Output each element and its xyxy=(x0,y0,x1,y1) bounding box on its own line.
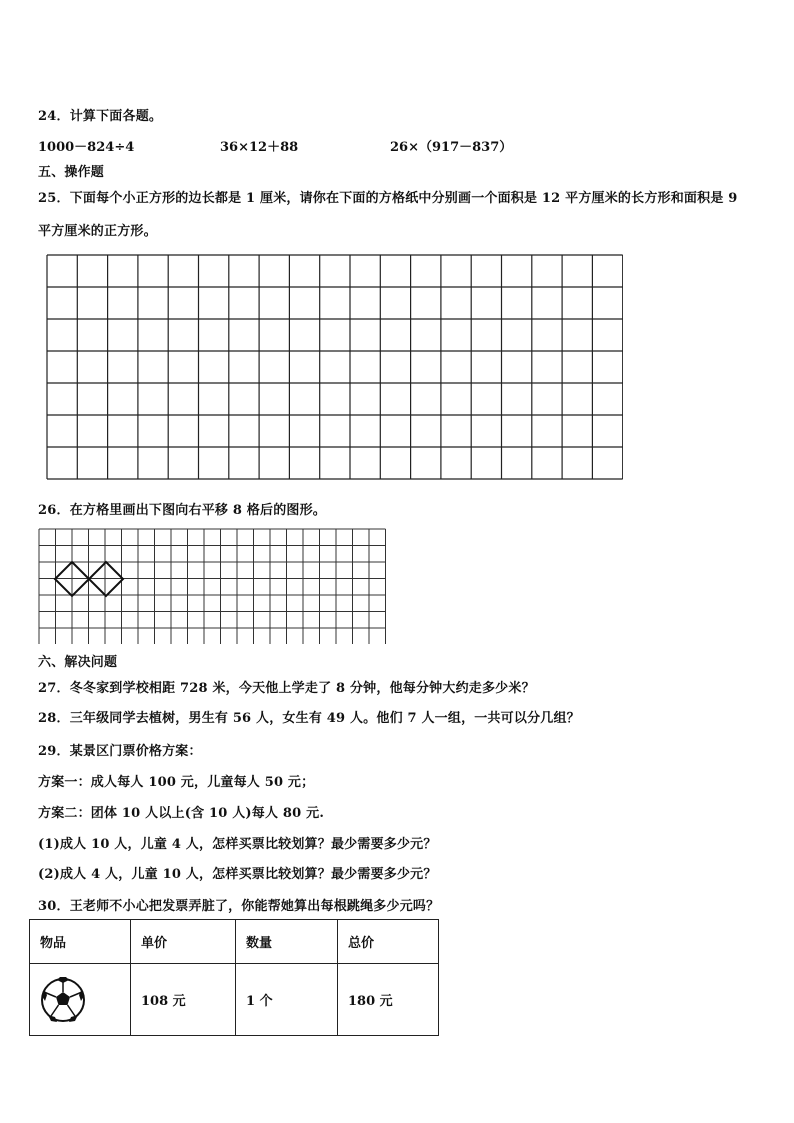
unit-price-cell: 108 元 xyxy=(131,964,236,1036)
section-6-heading: 六、解决问题 xyxy=(38,655,118,670)
q24-expression-2: 36×12＋88 xyxy=(220,140,299,155)
q24-title: 24．计算下面各题。 xyxy=(38,109,163,124)
invoice-header-row xyxy=(30,920,439,964)
q29-plan-1: 方案一：成人每人 100 元，儿童每人 50 元； xyxy=(38,775,315,790)
q25-text-line-1: 25．下面每个小正方形的边长都是 1 厘米，请你在下面的方格纸中分别画一个面积是 12 平方厘米的长方形和面积是 9 xyxy=(38,191,738,206)
total-cell: 180 元 xyxy=(338,964,439,1036)
invoice-data-row xyxy=(30,964,439,1036)
q24-expression-3: 26×（917－837） xyxy=(390,140,513,155)
q24-expression-1: 1000－824÷4 xyxy=(38,140,135,155)
q29-sub-question-1: (1)成人 10 人，儿童 4 人，怎样买票比较划算？最少需要多少元？ xyxy=(38,837,437,852)
q27-text: 27．冬冬家到学校相距 728 米，今天他上学走了 8 分钟，他每分钟大约走多少米？ xyxy=(38,681,535,696)
q25-square-grid[interactable] xyxy=(46,254,623,480)
q29-sub-question-2: (2)成人 4 人，儿童 10 人，怎样买票比较划算？最少需要多少元？ xyxy=(38,867,437,882)
q26-title: 26．在方格里画出下图向右平移 8 格后的图形。 xyxy=(38,503,326,518)
header-total: 总价 xyxy=(338,920,439,964)
q28-text: 28．三年级同学去植树，男生有 56 人，女生有 49 人。他们 7 人一组，一共可以分几组？ xyxy=(38,711,580,726)
q26-square-grid[interactable] xyxy=(38,528,388,644)
quantity-cell: 1 个 xyxy=(236,964,338,1036)
soccer-ball-icon xyxy=(40,977,86,1023)
q29-plan-2: 方案二：团体 10 人以上(含 10 人)每人 80 元. xyxy=(38,806,325,821)
item-cell xyxy=(30,964,131,1036)
header-quantity: 数量 xyxy=(236,920,338,964)
q25-text-line-2: 平方厘米的正方形。 xyxy=(38,224,157,239)
q30-title: 30．王老师不小心把发票弄脏了，你能帮她算出每根跳绳多少元吗？ xyxy=(38,899,440,914)
invoice-table xyxy=(29,919,439,1036)
q29-title: 29．某景区门票价格方案： xyxy=(38,744,202,759)
header-unit-price: 单价 xyxy=(131,920,236,964)
header-item: 物品 xyxy=(30,920,131,964)
section-5-heading: 五、操作题 xyxy=(38,165,105,180)
